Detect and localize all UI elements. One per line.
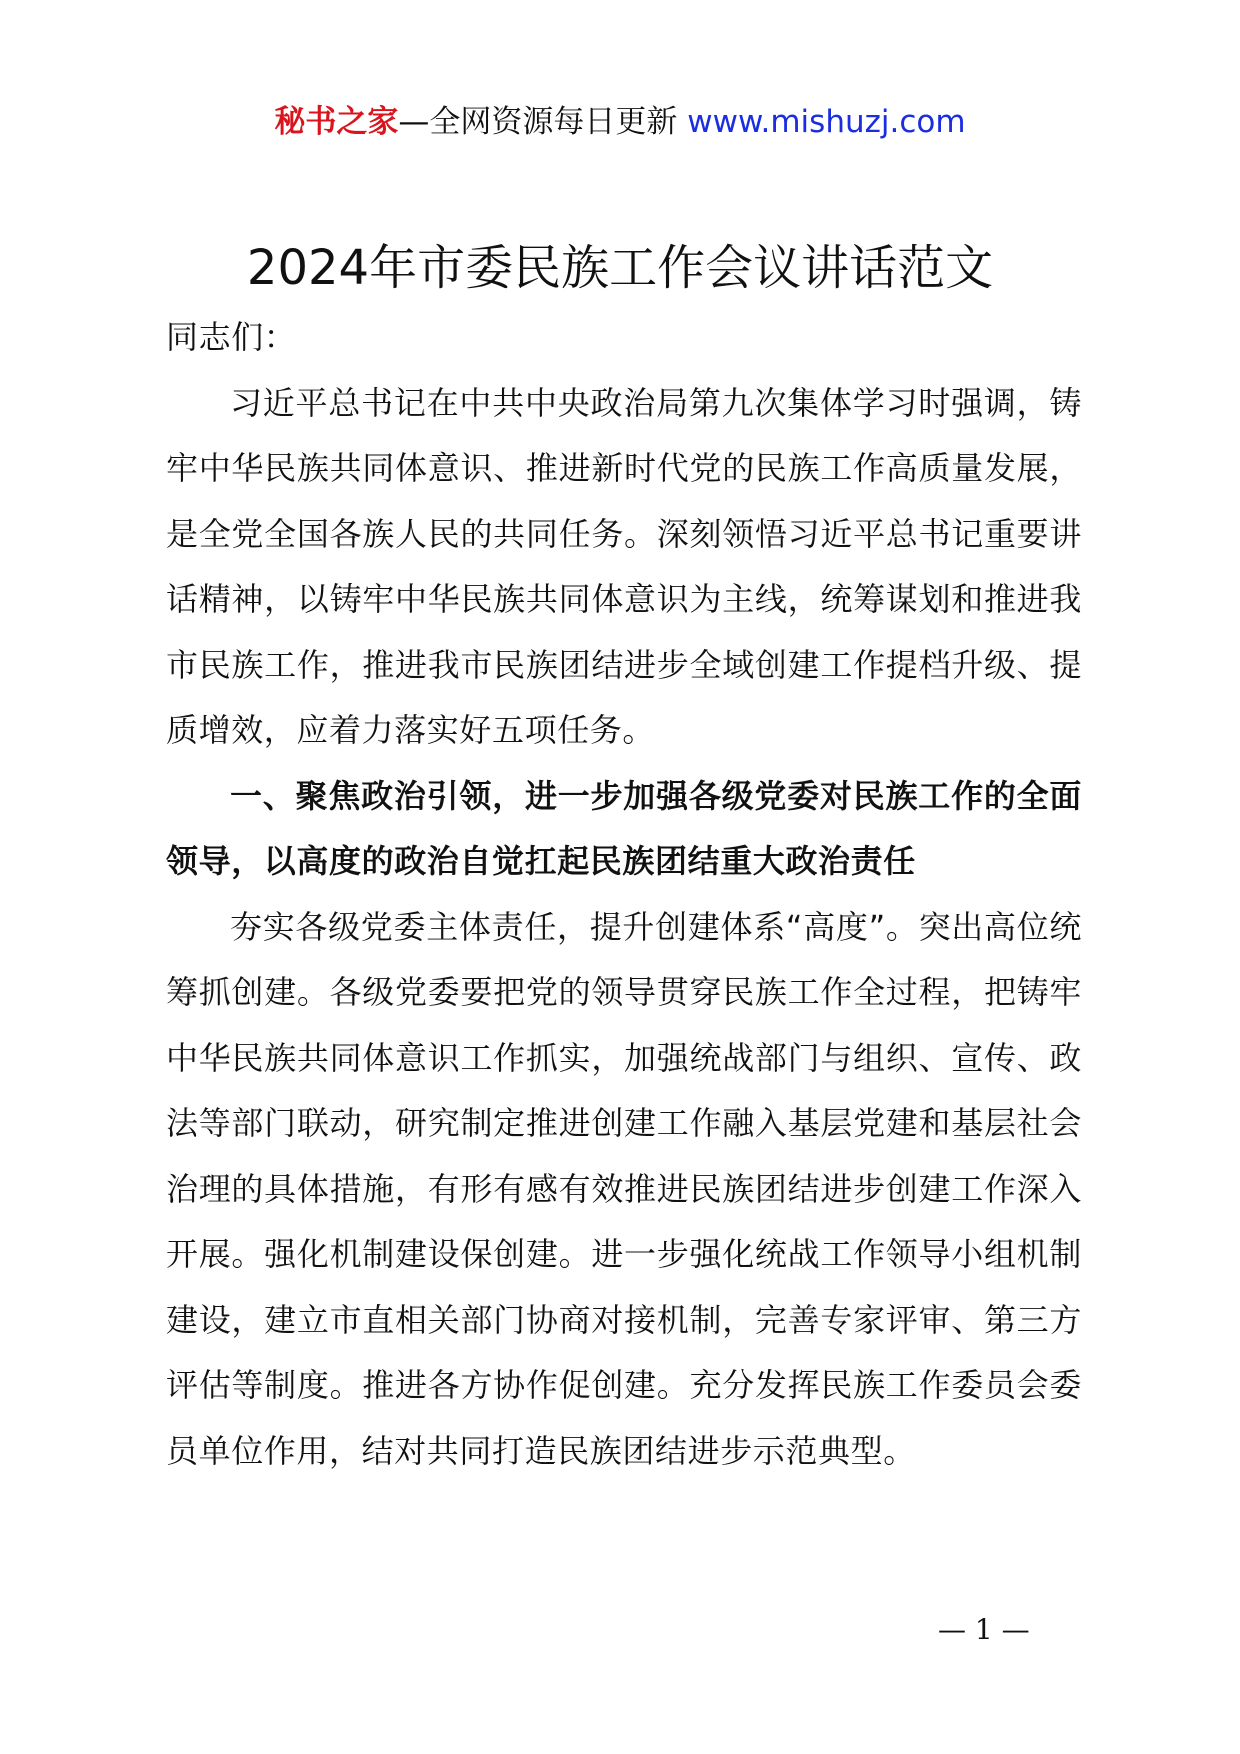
intro-paragraph: 习近平总书记在中共中央政治局第九次集体学习时强调，铸牢中华民族共同体意识、推进新时代党的民族工作高质量发展，是全党全国各族人民的共同任务。深刻领悟习近平总书记重要讲话精神，以铸牢中华民族共同体意识为主线，统筹谋划和推进我市民族工作，推进我市民族团结进步全域创建工作提档升级、提质增效，应着力落实好五项任务。 [166, 383, 1082, 749]
site-url-link[interactable]: www.mishuzj.com [687, 104, 966, 140]
document-body [166, 305, 1082, 1484]
section-heading-1: 一、聚焦政治引领，进一步加强各级党委对民族工作的全面领导，以高度的政治自觉扛起民族团结重大政治责任 [166, 776, 1082, 880]
salutation: 同志们： [166, 318, 297, 356]
brand-name: 秘书之家 [274, 104, 399, 140]
document-title: 2024年市委民族工作会议讲话范文 [246, 240, 994, 296]
banner-tagline: —全网资源每日更新 [398, 104, 678, 140]
section-paragraph: 夯实各级党委主体责任，提升创建体系“高度”。突出高位统筹抓创建。各级党委要把党的领导贯穿民族工作全过程，把铸牢中华民族共同体意识工作抓实，加强统战部门与组织、宣传、政法等部门联动，研究制定推进创建工作融入基层党建和基层社会治理的具体措施，有形有感有效推进民族团结进步创建工作深入开展。强化机制建设保创建。进一步强化统战工作领导小组机制建设，建立市直相关部门协商对接机制，完善专家评审、第三方评估等制度。推进各方协作促创建。充分发挥民族工作委员会委员单位作用，结对共同打造民族团结进步示范典型。 [166, 907, 1082, 1470]
site-banner [0, 100, 1240, 144]
page-number: — 1 — [938, 1613, 1030, 1646]
